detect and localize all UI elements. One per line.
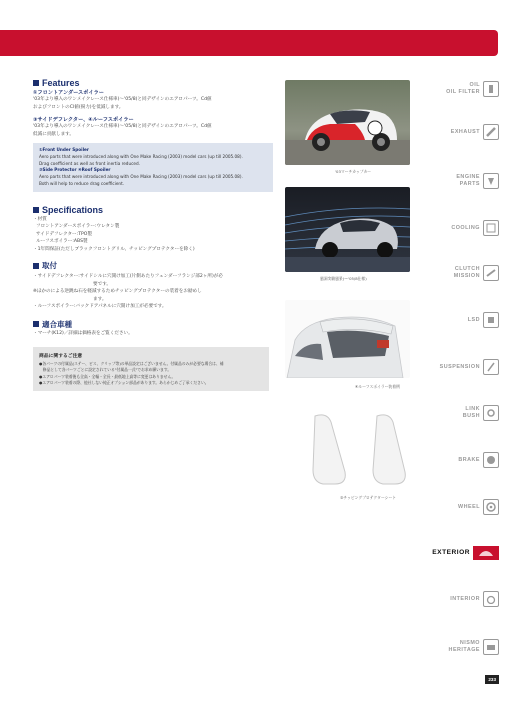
march-cup-car-photo xyxy=(285,80,410,165)
wind-tunnel-photo xyxy=(285,187,410,272)
chipping-protector-photo xyxy=(305,410,415,490)
install-heading: 取付 xyxy=(33,260,273,271)
spec-line: サイドデフレクター:TPO製 xyxy=(36,231,92,237)
en-text-1b: Drag coefficient as well as front inertia reduced. xyxy=(39,160,140,166)
nav-engine-parts[interactable]: ENGINE PARTS xyxy=(413,166,499,196)
en-heading-2: ③Side Protector ④Roof Spoiler xyxy=(39,167,111,173)
spec-line: ・1年間保証(ただしブラックフロントグリル、チッピングプロテクターを除く) xyxy=(33,246,195,252)
header-band xyxy=(0,30,498,56)
nav-exterior[interactable]: EXTERIOR xyxy=(413,538,499,568)
notice-line: ●各パーツの付属品(ステー、ビス、クリップ等)の単品設定はございません。付属品のみが必要な場合は、補 xyxy=(39,361,224,367)
nav-link-bush[interactable]: LINK BUSH xyxy=(413,398,499,428)
caption-cup-car: '03マーチカップカー xyxy=(335,169,372,174)
caption-wind-tunnel: 風洞実験風景(〜'05/8仕様) xyxy=(320,276,367,281)
caption-roof-spoiler: ④ルーフスポイラー装着例 xyxy=(355,384,400,389)
nav-nismo-heritage[interactable]: NISMO HERITAGE xyxy=(413,632,499,662)
features-heading: Features xyxy=(33,78,273,88)
en-text-1a: Aero parts that were introduced along with One Make Racing (2003) model cars (up till 2005.08). xyxy=(39,153,243,159)
content-column xyxy=(33,78,273,391)
wheel-icon xyxy=(483,499,499,515)
nav-lsd[interactable]: LSD xyxy=(413,305,499,335)
nav-interior[interactable]: INTERIOR xyxy=(413,584,499,614)
wind-tunnel-illustration xyxy=(285,187,410,272)
nav-cooling[interactable]: COOLING xyxy=(413,213,499,243)
install-text xyxy=(33,273,273,311)
product-notice-box xyxy=(33,347,269,391)
en-text-2a: Aero parts that were introduced along with One Make Racing (2003) model cars (up till 2005.08). xyxy=(39,174,243,180)
nav-oil-filter[interactable]: OIL OIL FILTER xyxy=(413,74,499,104)
lsd-icon xyxy=(483,312,499,328)
link-bush-icon xyxy=(483,405,499,421)
nav-wheel[interactable]: WHEEL xyxy=(413,492,499,522)
suspension-icon xyxy=(483,359,499,375)
caption-chipping-protector: ⑤チッピングプロテクターシート xyxy=(340,495,397,500)
cup-car-illustration xyxy=(285,80,410,165)
notice-line: ●エアロパーツ装着の際、他社しない純正オプション部品があります。あらかじめご了承ください。 xyxy=(39,379,209,385)
engine-parts-icon xyxy=(483,173,499,189)
clutch-icon xyxy=(483,265,499,281)
install-note: ます。 xyxy=(93,296,107,302)
nav-clutch-mission[interactable]: CLUTCH MISSION xyxy=(413,258,499,288)
notice-line: 修品として各パーツごとに設定されている"付属品一式"でお求め願います。 xyxy=(39,367,172,373)
notice-title: 商品に関するご注意 xyxy=(39,354,83,360)
spec-line: フロントアンダースポイラー:ウレタン製 xyxy=(36,224,120,230)
exhaust-icon xyxy=(483,124,499,140)
side-roof-text: '03年より導入のワンメイクレース仕様車(〜'05/8)と同デザインのエアロパーツ。Cd値 低減に貢献します。 xyxy=(33,124,212,137)
install-line: 要です。 xyxy=(93,281,112,287)
notice-line: ●エアロパーツ装着後も全高・全幅・全長・最低地上高等に変更はありません。 xyxy=(39,373,176,379)
spec-line: ・材質 xyxy=(33,216,47,222)
interior-icon xyxy=(483,591,499,607)
oil-filter-icon xyxy=(483,81,499,97)
side-roof-title: ③サイドデフレクター、④ルーフスポイラー xyxy=(33,117,134,123)
install-note: ※ほかのによる逆跳ね石を軽減するためチッピングプロテクターの装着をお勧めし xyxy=(33,289,202,295)
square-bullet-icon xyxy=(33,80,39,86)
install-line: ・ルーフスポイラー:バックドアパネルに穴開け加工が必要です。 xyxy=(33,304,167,310)
fitment-heading: 適合車種 xyxy=(33,319,273,330)
english-description-box xyxy=(33,143,273,192)
spec-line: ルーフスポイラー:ABS製 xyxy=(36,239,88,245)
nav-exhaust[interactable]: EXHAUST xyxy=(413,117,499,147)
roof-spoiler-photo xyxy=(285,300,410,378)
fitment-text: ・マーチ(K12)／詳細は価格表をご覧ください。 xyxy=(33,330,133,336)
page-number: 233 xyxy=(485,675,499,684)
nav-brake[interactable]: BRAKE xyxy=(413,445,499,475)
square-bullet-icon xyxy=(33,321,39,327)
front-spoiler-text: '03年より導入のワンメイクレース仕様車(〜'05/8)と同デザインのエアロパーツ。Cd値 およびフロントのCl値(揚力)を低減します。 xyxy=(33,97,212,110)
specifications-list xyxy=(33,216,273,254)
nav-suspension[interactable]: SUSPENSION xyxy=(413,352,499,382)
en-heading-1: ①Front Under Spoiler xyxy=(39,147,89,152)
front-spoiler-title: ①フロントアンダースポイラー xyxy=(33,90,104,96)
chipping-protector-illustration xyxy=(305,410,415,490)
square-bullet-icon xyxy=(33,207,39,213)
exterior-icon xyxy=(473,546,499,560)
install-line: ・サイドデフレクター:サイドシルに穴開け加工(片側あたりフェンダーフランジ部2ヶ所)が必 xyxy=(33,274,223,280)
roof-spoiler-illustration xyxy=(285,300,410,378)
square-bullet-icon xyxy=(33,263,39,269)
specifications-heading: Specifications xyxy=(33,205,273,215)
en-text-2b: Both will help to reduce drag coefficient. xyxy=(39,180,125,186)
cooling-icon xyxy=(483,220,499,236)
heritage-icon xyxy=(483,639,499,655)
brake-icon xyxy=(483,452,499,468)
